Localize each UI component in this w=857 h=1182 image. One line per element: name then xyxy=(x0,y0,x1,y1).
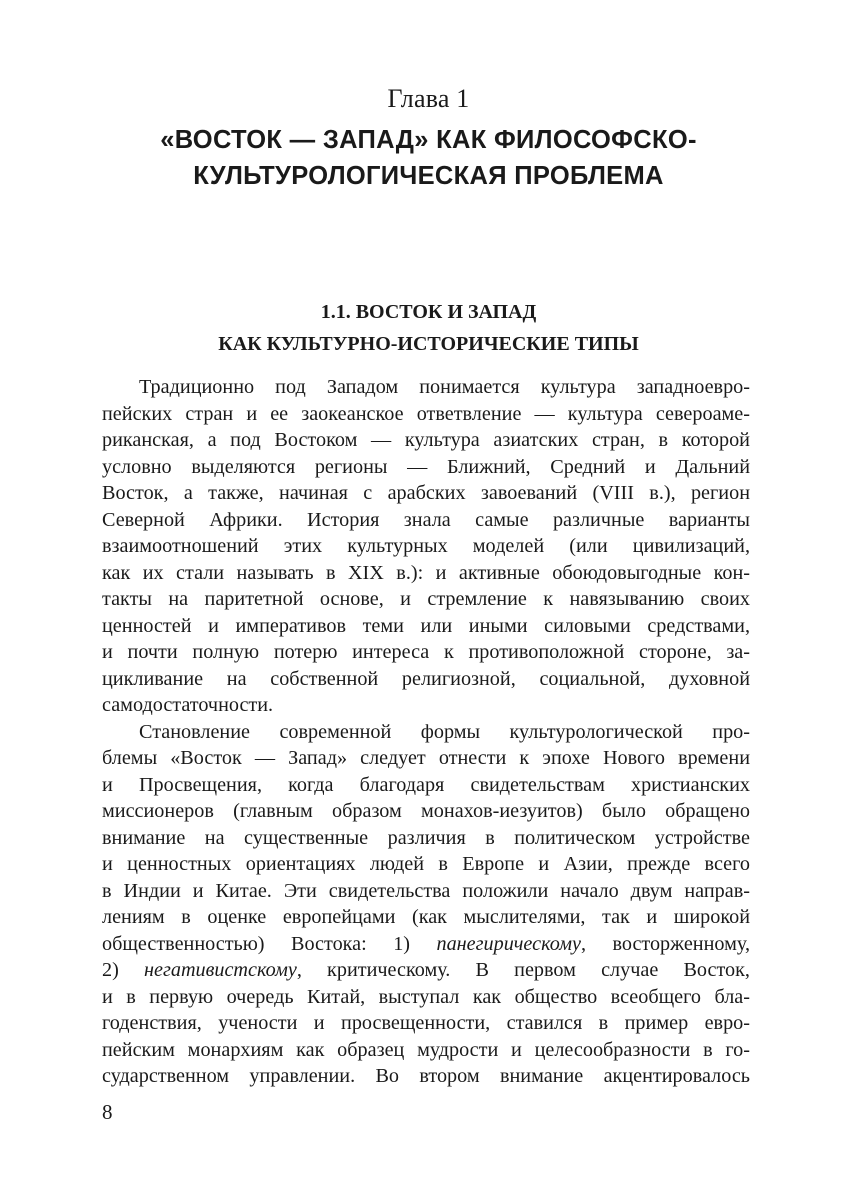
text-line: лениям в оценке европейцами (как мыслителями, так и широкой xyxy=(102,906,750,928)
chapter-title-line-2: КУЛЬТУРОЛОГИЧЕСКАЯ ПРОБЛЕМА xyxy=(193,162,664,190)
italic-term: панегирическому xyxy=(436,932,581,955)
text-line: пейских стран и ее заокеанское ответвление — культура североаме- xyxy=(102,402,750,425)
text-line: пейским монархиям как образец мудрости и целесообразности в го- xyxy=(102,1038,750,1061)
text-line: Становление современной формы культурологической про- xyxy=(139,720,750,743)
text-line: внимание на существенные различия в политическом устройстве xyxy=(102,826,750,849)
text-run: 2) xyxy=(102,959,144,981)
text-line xyxy=(102,931,750,958)
text-line: риканская, а под Востоком — культура азиатских стран, в которой xyxy=(102,429,750,451)
text-line: и Просвещения, когда благодаря свидетельствам христианских xyxy=(102,773,750,796)
text-line: и ценностных ориентациях людей в Европе и Азии, прежде всего xyxy=(102,853,750,875)
text-line: миссионеров (главным образом монахов-иезуитов) было обращено xyxy=(102,800,750,822)
text-line: условно выделяются регионы — Ближний, Средний и Дальний xyxy=(102,455,750,478)
text-line: Восток, а также, начиная с арабских завоеваний (VIII в.), регион xyxy=(102,482,750,504)
text-line: годенствия, учености и просвещенности, ставился в пример евро- xyxy=(102,1012,750,1034)
body-text xyxy=(102,374,750,1090)
text-line: самодостаточности. xyxy=(102,694,274,716)
text-run: , критическому. В первом случае Восток, xyxy=(296,959,750,981)
text-line xyxy=(102,957,750,984)
text-run: общественностью) Востока: 1) xyxy=(102,932,437,955)
text-line: взаимоотношений этих культурных моделей (или цивилизаций, xyxy=(102,535,750,557)
text-line: как их стали называть в XIX в.): и активные обоюдовыгодные кон- xyxy=(102,561,750,584)
text-line: такты на паритетной основе, и стремление к навязыванию своих xyxy=(102,588,750,610)
text-line: сударственном управлении. Во втором внимание акцентировалось xyxy=(102,1065,750,1087)
chapter-title-line-1: «ВОСТОК — ЗАПАД» КАК ФИЛОСОФСКО- xyxy=(160,126,697,154)
text-line: Северной Африки. История знала самые различные варианты xyxy=(102,508,750,531)
italic-term: негативистскому xyxy=(144,959,297,981)
text-line: блемы «Восток — Запад» следует отнести к эпохе Нового времени xyxy=(102,747,750,769)
text-run: , восторженному, xyxy=(580,932,750,955)
text-line: и почти полную потерю интереса к противоположной стороне, за- xyxy=(102,641,750,663)
text-line: ценностей и императивов теми или иными силовыми средствами, xyxy=(102,614,750,637)
section-title-line-2: КАК КУЛЬТУРНО-ИСТОРИЧЕСКИЕ ТИПЫ xyxy=(218,333,639,355)
chapter-label: Глава 1 xyxy=(387,84,470,113)
text-line: Традиционно под Западом понимается культура западноевро- xyxy=(139,376,750,398)
chapter-title xyxy=(0,122,857,194)
text-line: в Индии и Китае. Эти свидетельства положили начало двум направ- xyxy=(102,879,750,902)
text-line: и в первую очередь Китай, выступал как общество всеобщего бла- xyxy=(102,985,750,1008)
text-line: цикливание на собственной религиозной, социальной, духовной xyxy=(102,667,750,690)
section-title xyxy=(0,296,857,360)
section-title-line-1: 1.1. ВОСТОК И ЗАПАД xyxy=(320,301,537,323)
page-number: 8 xyxy=(102,1100,113,1124)
